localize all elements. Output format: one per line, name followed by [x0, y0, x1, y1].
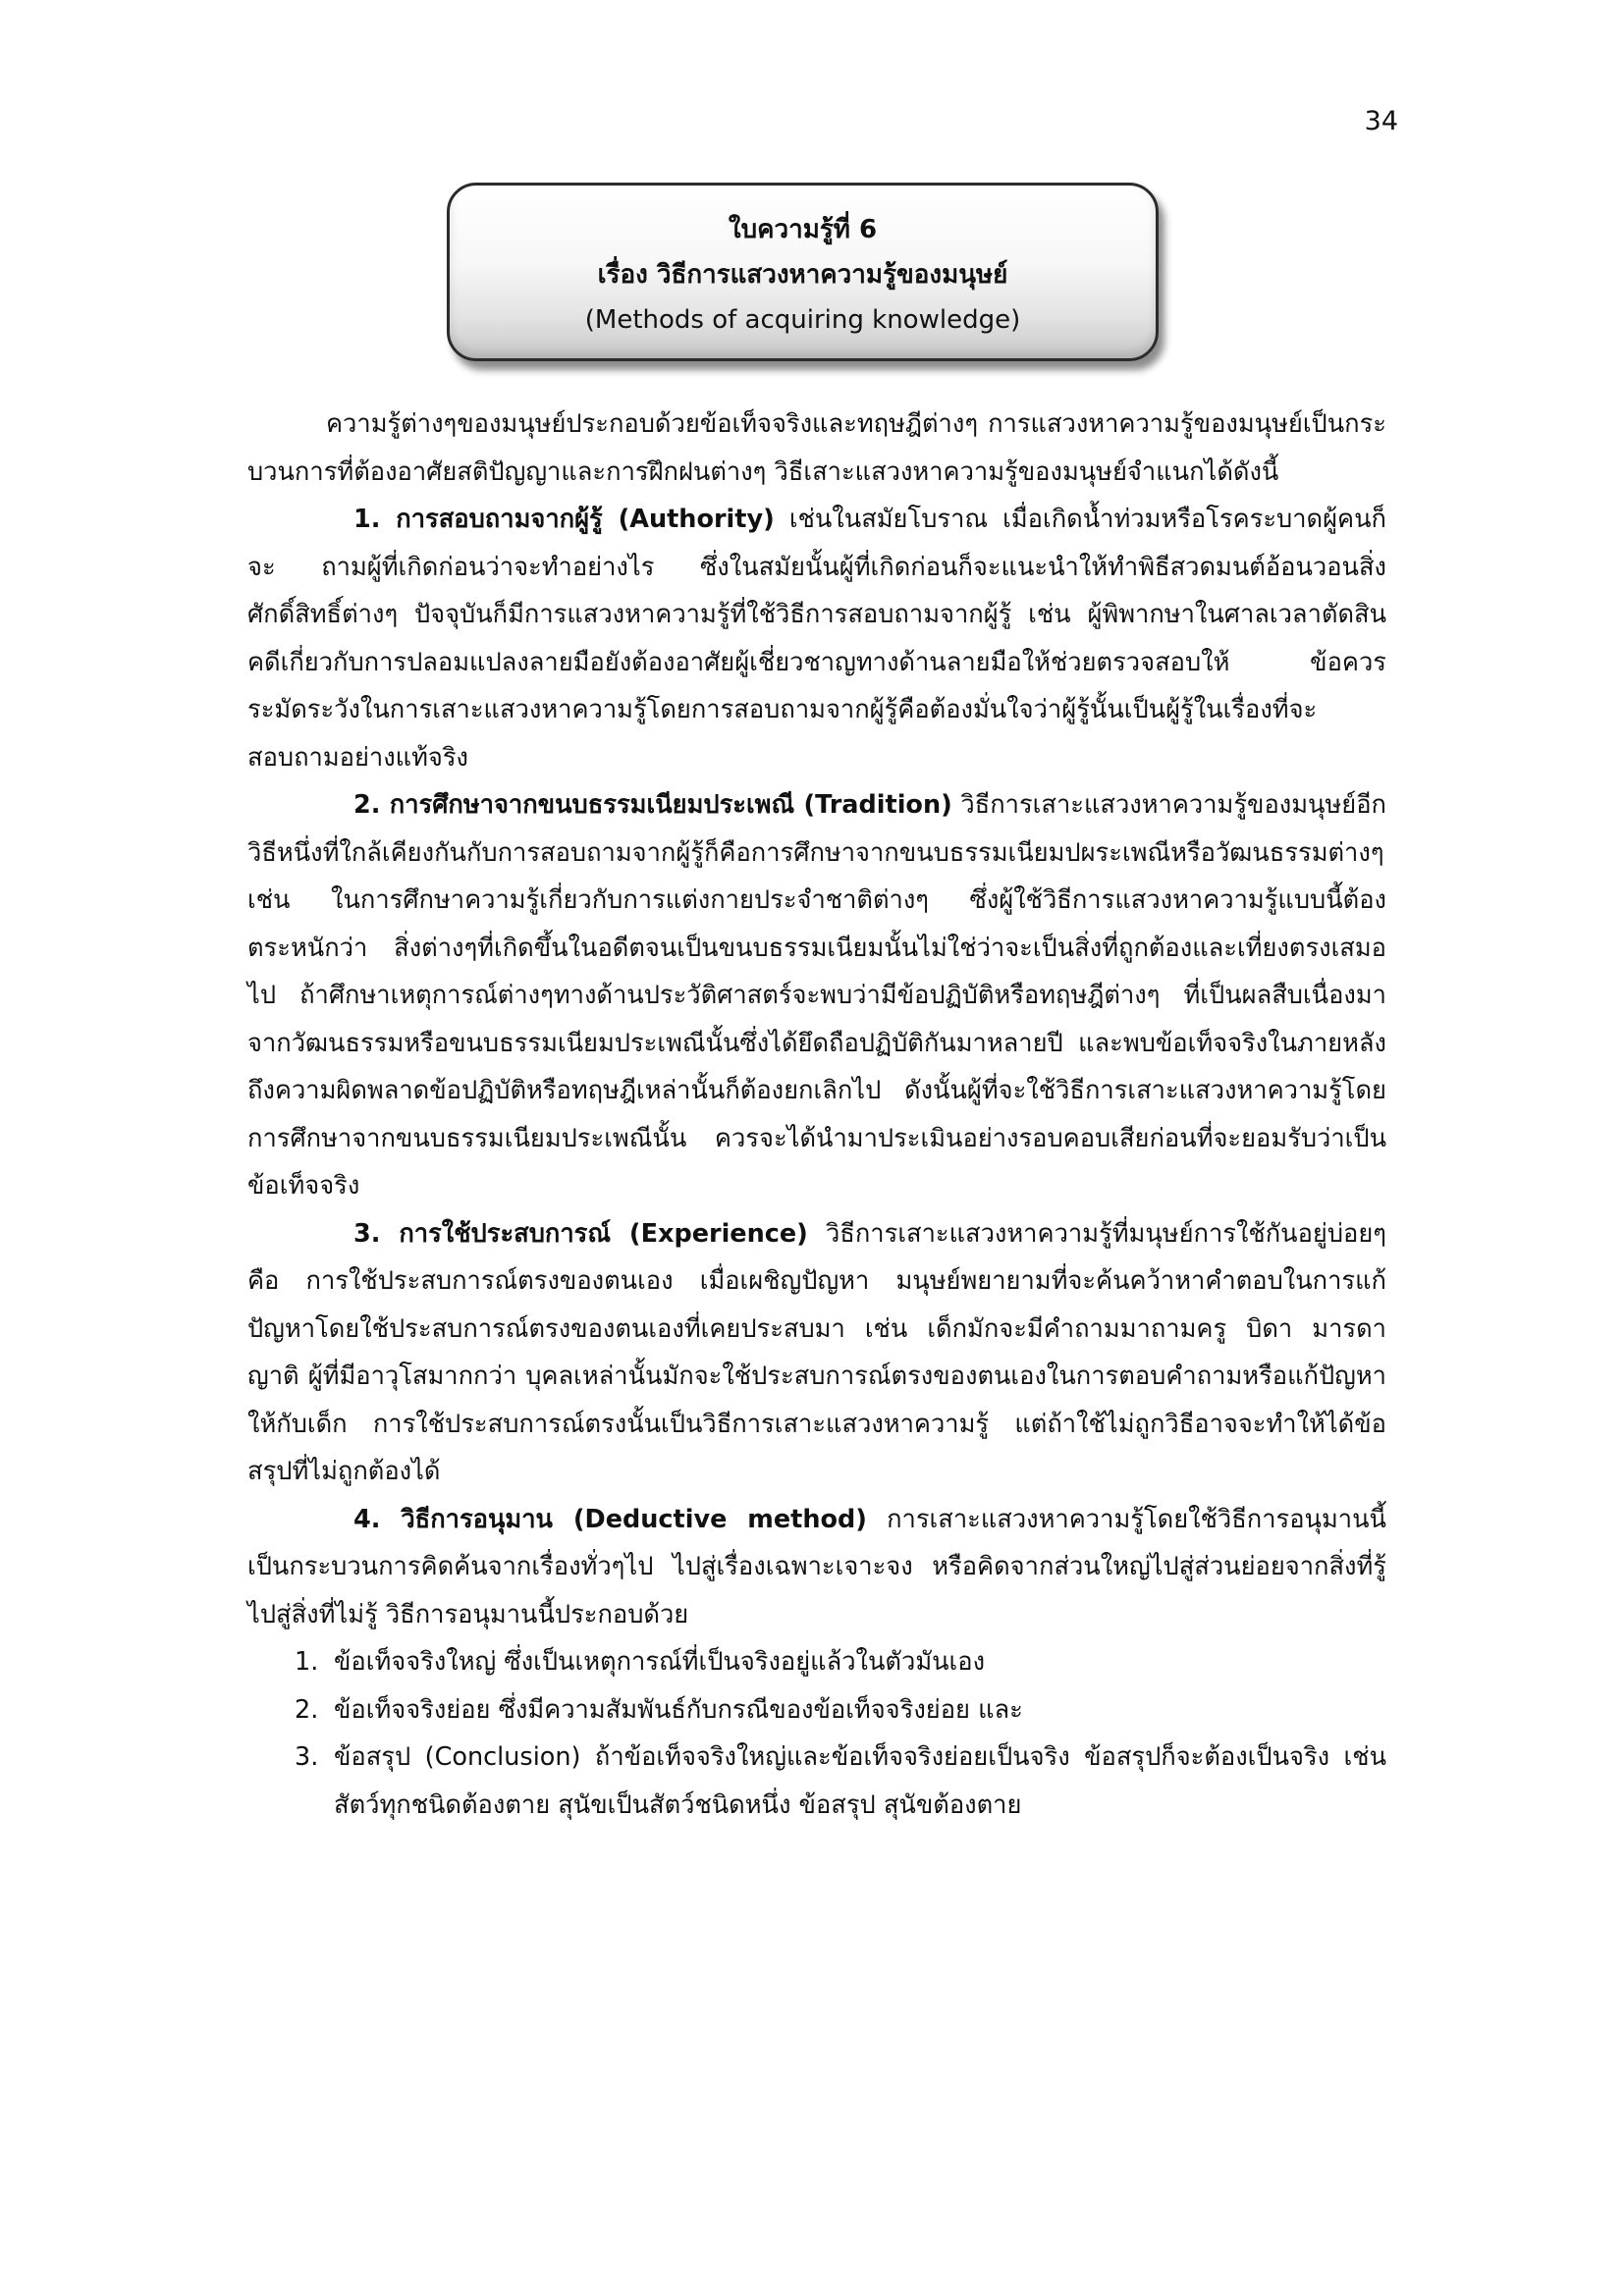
method-experience [247, 1210, 1386, 1496]
method-body: เช่นในสมัยโบราณ เมื่อเกิดน้ำท่วมหรือโรคระบาดผู้คนก็จะ ถามผู้ที่เกิดก่อนว่าจะทำอย่างไร ซึ่งในสมัยนั้นผู้ที่เกิดก่อนก็จะแนะนำให้ทำพิธีสวดมนต์อ้อนวอนสิ่งศักดิ์สิทธิ์ต่างๆ ปัจจุบันก็มีการแสวงหาความรู้ที่ใช้วิธีการสอบถามจากผู้รู้ เช่น ผู้พิพากษาในศาลเวลาตัดสินคดีเกี่ยวกับการปลอมแปลงลายมือยังต้องอาศัยผู้เชี่ยวชาญทางด้านลายมือให้ช่วยตรวจสอบให้ ข้อควรระมัดระวังในการเสาะแสวงหาความรู้โดยการสอบถามจากผู้รู้คือต้องมั่นใจว่าผู้รู้นั้นเป็นผู้รู้ในเรื่องที่จะสอบถามอย่างแท้จริง [247, 505, 1386, 773]
method-heading: 2. การศึกษาจากขนบธรรมเนียมประเพณี (Tradition) [353, 790, 952, 820]
intro-paragraph: ความรู้ต่างๆของมนุษย์ประกอบด้วยข้อเท็จจริงและทฤษฎีต่างๆ การแสวงหาความรู้ของมนุษย์เป็นกระบวนการที่ต้องอาศัยสติปัญญาและการฝึกฝนต่างๆ วิธีเสาะแสวงหาความรู้ของมนุษย์จำแนกได้ดังนี้ [247, 409, 1386, 487]
list-number: 3. [295, 1742, 319, 1772]
list-number: 2. [295, 1694, 319, 1725]
worksheet-title: ใบความรู้ที่ 6 [728, 215, 878, 244]
list-number: 1. [295, 1647, 319, 1677]
method-heading: 1. การสอบถามจากผู้รู้ (Authority) [353, 505, 775, 534]
list-text: ข้อเท็จจริงใหญ่ ซึ่งเป็นเหตุการณ์ที่เป็นจริงอยู่แล้วในตัวมันเอง [334, 1647, 986, 1677]
method-body: การเสาะแสวงหาความรู้โดยใช้วิธีการอนุมานนี้เป็นกระบวนการคิดค้นจากเรื่องทั่วๆไป ไปสู่เรื่องเฉพาะเจาะจง หรือคิดจากส่วนใหญ่ไปสู่ส่วนย่อยจากสิ่งที่รู้ไปสู่สิ่งที่ไม่รู้ วิธีการอนุมานนี้ประกอบด้วย [247, 1504, 1386, 1629]
list-item [247, 1686, 1386, 1735]
title-box [447, 183, 1159, 361]
page-number: 34 [1364, 106, 1398, 136]
topic-title: เรื่อง วิธีการแสวงหาความรู้ของมนุษย์ [597, 260, 1008, 290]
method-deductive [247, 1496, 1386, 1639]
english-subtitle: (Methods of acquiring knowledge) [584, 305, 1021, 335]
method-body: วิธีการเสาะแสวงหาความรู้ของมนุษย์อีกวิธีหนึ่งที่ใกล้เคียงกันกับการสอบถามจากผู้รู้ก็คือการศึกษาจากขนบธรรมเนียมปผระเพณีหรือวัฒนธรรมต่างๆ เช่น ในการศึกษาความรู้เกี่ยวกับการแต่งกายประจำชาติต่างๆ ซึ่งผู้ใช้วิธีการแสวงหาความรู้แบบนี้ต้องตระหนักว่า สิ่งต่างๆที่เกิดขึ้นในอดีตจนเป็นขนบธรรมเนียมนั้นไม่ใช่ว่าจะเป็นสิ่งที่ถูกต้องและเที่ยงตรงเสมอไป ถ้าศึกษาเหตุการณ์ต่างๆทางด้านประวัติศาสตร์จะพบว่ามีข้อปฏิบัติหรือทฤษฎีต่างๆ ที่เป็นผลสืบเนื่องมาจากวัฒนธรรมหรือขนบธรรมเนียมประเพณีนั้นซึ่งได้ยึดถือปฏิบัติกันมาหลายปี และพบข้อเท็จจริงในภายหลังถึงความผิดพลาดข้อปฏิบัติหรือทฤษฎีเหล่านั้นก็ต้องยกเลิกไป ดังนั้นผู้ที่จะใช้วิธีการเสาะแสวงหาความรู้โดยการศึกษาจากขนบธรรมเนียมประเพณีนั้น ควรจะได้นำมาประเมินอย่างรอบคอบเสียก่อนที่จะยอมรับว่าเป็นข้อเท็จจริง [247, 790, 1386, 1201]
list-text: ข้อเท็จจริงย่อย ซึ่งมีความสัมพันธ์กับกรณีของข้อเท็จจริงย่อย และ [334, 1694, 1023, 1725]
document-body [247, 400, 1386, 1829]
method-heading: 3. การใช้ประสบการณ์ (Experience) [353, 1218, 808, 1249]
list-item [247, 1734, 1386, 1829]
list-item [247, 1638, 1386, 1686]
method-heading: 4. วิธีการอนุมาน (Deductive method) [353, 1504, 867, 1534]
deductive-steps-list [247, 1638, 1386, 1829]
method-tradition [247, 781, 1386, 1210]
list-text: ข้อสรุป (Conclusion) ถ้าข้อเท็จจริงใหญ่และข้อเท็จจริงย่อยเป็นจริง ข้อสรุปก็จะต้องเป็นจริง เช่น สัตว์ทุกชนิดต้องตาย สุนัขเป็นสัตว์ชนิดหนึ่ง ข้อสรุป สุนัขต้องตาย [334, 1742, 1386, 1820]
method-authority [247, 496, 1386, 781]
method-body: วิธีการเสาะแสวงหาความรู้ที่มนุษย์การใช้กันอยู่บ่อยๆ คือ การใช้ประสบการณ์ตรงของตนเอง เมื่อเผชิญปัญหา มนุษย์พยายามที่จะค้นคว้าหาคำตอบในการแก้ปัญหาโดยใช้ประสบการณ์ตรงของตนเองที่เคยประสบมา เช่น เด็กมักจะมีคำถามมาถามครู บิดา มารดา ญาติ ผู้ที่มีอาวุโสมากกว่า บุคลเหล่านั้นมักจะใช้ประสบการณ์ตรงของตนเองในการตอบคำถามหรือแก้ปัญหาให้กับเด็ก การใช้ประสบการณ์ตรงนั้นเป็นวิธีการเสาะแสวงหาความรู้ แต่ถ้าใช้ไม่ถูกวิธีอาจจะทำให้ได้ข้อสรุปที่ไม่ถูกต้องได้ [247, 1218, 1386, 1486]
